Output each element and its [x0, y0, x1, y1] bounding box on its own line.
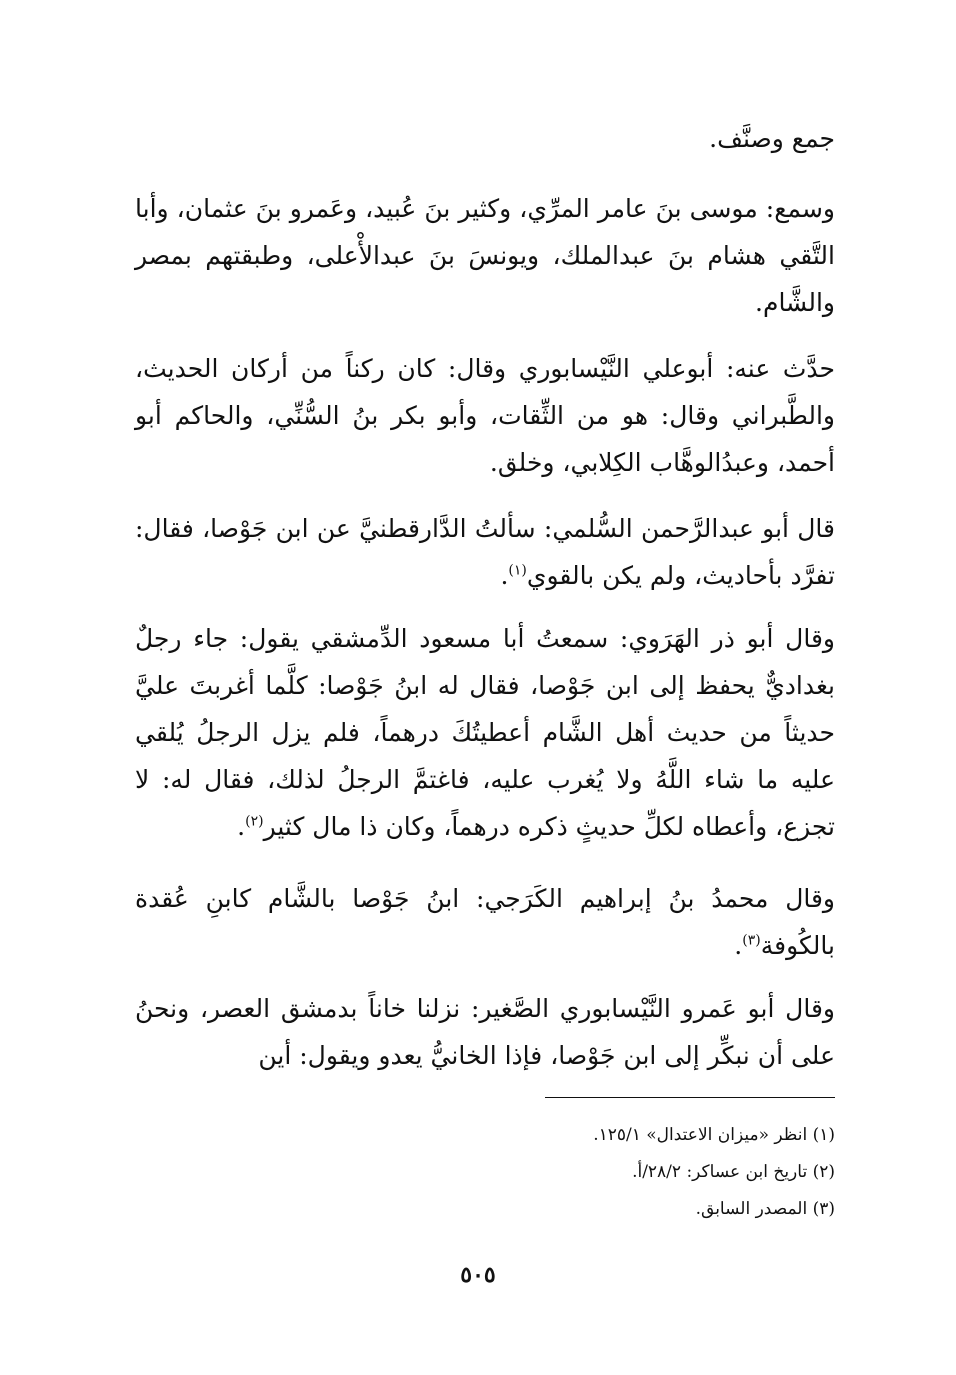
- paragraph-3: [135, 345, 835, 486]
- paragraph-6-text: وقال محمدُ بنُ إبراهيم الكَرَجي: ابنُ جَوْصا بالشَّام كابنِ عُقدة بالكُوفة: [135, 884, 835, 960]
- paragraph-5-end: .: [237, 812, 246, 841]
- footnote-3: (٣) المصدر السابق.: [695, 1199, 835, 1219]
- paragraph-2-text: وسمع: موسى بنَ عامر المرِّي، وكثير بنَ عُبيد، وعَمرو بنَ عثمان، وأبا التَّقي هشام بنَ عبدالملك، ويونسَ بنَ عبدالأْعلى، وطبقتهم بمصر والشَّام.: [135, 194, 835, 317]
- paragraph-6: [135, 875, 835, 969]
- paragraph-5-text: وقال أبو ذر الهَرَوي: سمعتُ أبا مسعود الدِّمشقي يقول: جاء رجلٌ بغداديٌّ يحفظ إلى ابن جَوْصا، فقال له ابنُ جَوْصا: كلَّما أغربتَ عليَّ حديثاً من حديث أهل الشَّام أعطيتُكَ درهماً، فلم يزل الرجلُ يُلقي عليه ما شاء اللَّهُ ولا يُغرب عليه، فاغتمَّ الرجلُ لذلك، فقال له: لا تجزع، وأعطاه لكلِّ حديثٍ ذكره درهماً، وكان ذا مال كثير: [135, 624, 835, 841]
- page-number: ٥٠٥: [460, 1262, 496, 1288]
- footnote-marker-2: (٢): [245, 813, 264, 830]
- paragraph-4-text: قال أبو عبدالرَّحمن السُّلمي: سألتُ الدَّارقطنيَّ عن ابن جَوْصا، فقال: تفرَّد بأحاديث، ولم يكن بالقوي: [135, 514, 835, 590]
- footnotes: [400, 1117, 835, 1228]
- paragraph-5: [135, 615, 835, 850]
- paragraph-6-end: .: [734, 931, 743, 960]
- paragraph-1: [135, 115, 835, 162]
- footnote-1: (١) انظر «ميزان الاعتدال» ١٢٥/١.: [593, 1125, 835, 1145]
- paragraph-7-text: وقال أبو عَمرو النَّيْسابوري الصَّغير: نزلنا خاناً بدمشق العصر، ونحنُ على أن نبكِّر إلى ابن جَوْصا، فإذا الخانيُّ يعدو ويقول: أين: [135, 994, 835, 1070]
- footnote-2: (٢) تاريخ ابن عساكر: ٢٨/٢/أ.: [632, 1162, 835, 1182]
- footnote-marker-3: (٣): [742, 932, 761, 949]
- paragraph-4-end: .: [500, 561, 509, 590]
- footnote-marker-1: (١): [508, 562, 527, 579]
- paragraph-7: [135, 985, 835, 1079]
- paragraph-3-text: حدَّث عنه: أبوعلي النَّيْسابوري وقال: كان ركناً من أركان الحديث، والطَّبراني وقال: هو من الثِّقات، وأبو بكر بنُ السُّنِّي، والحاكم أبو أحمد، وعبدُالوهَّاب الكِلابي، وخلق.: [135, 354, 835, 477]
- paragraph-4: [135, 505, 835, 599]
- footnote-divider: [545, 1097, 835, 1098]
- paragraph-1-text: جمع وصنَّف.: [709, 124, 835, 153]
- paragraph-2: [135, 185, 835, 326]
